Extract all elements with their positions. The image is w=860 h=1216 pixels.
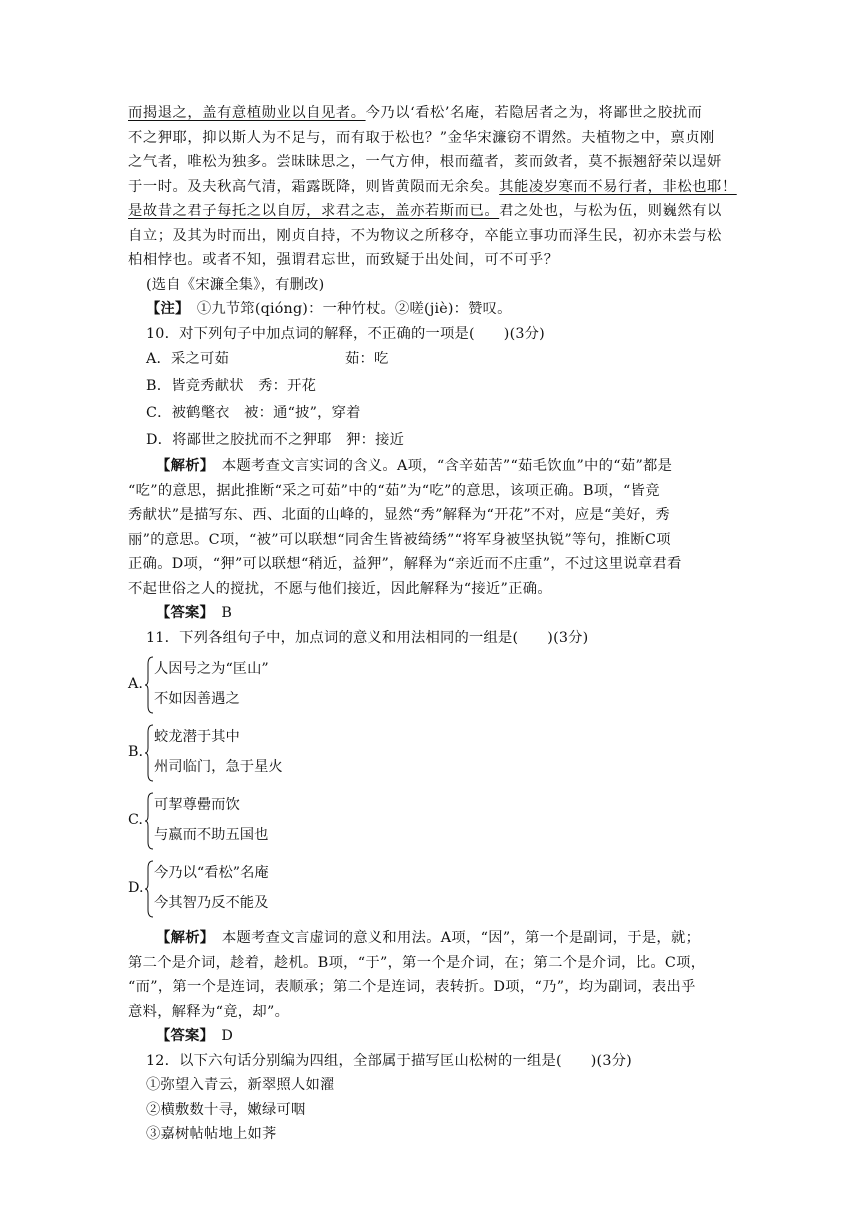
option-sentence: 不如因善遇之 [154,691,240,707]
brace-icon [144,860,154,918]
option-a [128,650,742,718]
option-brace-group [148,722,283,782]
brace-icon [144,792,154,850]
answer-label: 【答案】 [156,605,207,621]
option-label: C. [128,812,143,828]
brace-icon [144,656,154,714]
option-label: D. [128,880,144,896]
option-brace-group [148,654,269,714]
question-stem: 12．以下六句话分别编为四组，全部属于描写匡山松树的一组是( )(3分) [146,1052,632,1069]
passage-underlined-text: 而揭退之，盖有意植勋业以自见者。 [128,105,366,121]
analysis-line: “而”，第一个是连词，表顺承；第二个是连词，表转折。D项，“乃”，均为副词，表出乎 [128,979,696,995]
passage-line [128,175,742,200]
option-brace-group [148,858,269,918]
option-label: B. [128,744,144,760]
option-c: C．被鹤氅衣 被：通“披”，穿着 [146,405,361,421]
passage-line: 柏相悖也。或者不知，强谓君忘世，而致疑于出处间，可不可乎？ [128,252,559,268]
analysis-text: 本题考查文言虚词的意义和用法。A项，“因”，第一个是副词，于是，就； [221,930,701,946]
option-sentence: 与嬴而不助五国也 [154,827,269,843]
analysis-label: 【解析】 [156,930,208,946]
list-item: ②横敷数十寻，嫩绿可咽 [146,1101,306,1118]
analysis-line: 正确。D项，“狎”可以联想“稍近，益狎”，解释为“亲近而不庄重”，不过这里说章君看 [128,556,682,572]
option-sentence: 人因号之为“匡山” [154,661,269,677]
analysis-line: 意料，解释为“竟，却”。 [128,1003,290,1020]
passage-line: 不之狎耶，抑以斯人为不足与，而有取于松也？”金华宋濂窃不谓然。夫植物之中，禀贞刚 [128,129,715,146]
passage-text: 于一时。及夫秋高气清，霜露既降，则皆黄陨而无余矣。 [128,178,500,195]
passage-line [128,199,742,224]
list-item: ③嘉树帖帖地上如荠 [146,1126,277,1142]
passage-underlined-text: 是故昔之君子每托之以自厉，求君之志，盖亦若斯而已。 [128,203,500,219]
option-brace-group [148,790,268,850]
passage-text: 今乃以‘看松’名庵，若隐居者之为，将鄙世之胶扰而 [365,105,703,121]
question-12 [128,1049,742,1147]
option-a: A．采之可茹 茹：吃 [146,351,389,367]
analysis [128,454,742,601]
list-item: ①弥望入青云，新翠照人如濯 [146,1077,335,1093]
analysis-line [128,926,742,951]
question-stem: 10．对下列句子中加点词的解释，不正确的一项是( )(3分) [146,325,545,342]
option-b: B．皆竞秀献状 秀：开花 [146,378,317,394]
note-text: ①九节筇(qióng)：一种竹杖。②嗟(jiè)：赞叹。 [196,301,512,317]
analysis-line [128,454,742,479]
passage-line: 自立；及其为时而出，刚贞自持，不为物议之所移夺，卒能立事功而泽生民，初亦未尝与松 [128,227,722,244]
option-sentence: 蛟龙潜于其中 [154,729,240,745]
source-citation: (选自《宋濂全集》，有删改) [146,276,325,293]
question-10 [128,322,742,626]
brace-icon [144,724,154,782]
analysis-label: 【解析】 [156,458,208,474]
answer-label: 【答案】 [156,1028,207,1044]
analysis-text: 本题考查文言实词的含义。A项，“含辛茹苦”“茹毛饮血”中的“茹”都是 [221,458,673,474]
note-label: 【注】 [146,301,183,317]
option-d [128,854,742,922]
analysis [128,926,742,1024]
answer-value: D [221,1028,234,1044]
passage-underlined-text: 其能凌岁寒而不易行者，非松也耶！ [499,178,737,195]
answer [128,1024,742,1049]
option-sentence: 可挈尊罍而饮 [154,797,240,813]
analysis-line: 丽”的意思。C项，“被”可以联想“同舍生皆被绮绣”“将军身被坚执锐”等句，推断C项 [128,531,671,548]
document-body [128,101,742,1147]
option-sentence: 今其智乃反不能及 [154,895,269,911]
answer [128,601,742,626]
passage-text: 君之处也，与松为伍，则巍然有以 [499,203,722,219]
passage-line: 之气者，唯松为独多。尝昧昧思之，一气方伸，根而蕴者，荄而敛者，莫不振翘舒荣以逞妍 [128,154,722,170]
passage [128,101,742,273]
analysis-line: 不起世俗之人的搅扰，不愿与他们接近，因此解释为“接近”正确。 [128,580,552,597]
note [128,297,742,322]
option-sentence: 今乃以“看松”名庵 [154,865,269,881]
option-b [128,718,742,786]
option-sentence: 州司临门，急于星火 [154,759,283,775]
analysis-line: 第二个是介词，趁着，趁机。B项，“于”，第一个是介词，在；第二个是介词，比。C项， [128,954,706,971]
option-c [128,786,742,854]
option-d: D．将鄙世之胶扰而不之狎耶 狎：接近 [146,432,405,448]
analysis-line: “吃”的意思，据此推断“采之可茹”中的“茹”为“吃”的意思，该项正确。B项，“皆竞 [128,482,660,499]
analysis-line: 秀献状”是描写东、西、北面的山峰的，显然“秀”解释为“开花”不对，应是“美好，秀 [128,507,670,523]
option-label: A. [128,676,143,692]
question-11 [128,626,742,1049]
answer-value: B [221,605,233,621]
question-stem: 11．下列各组句子中，加点词的意义和用法相同的一组是( )(3分) [146,629,589,646]
passage-line [128,101,742,126]
